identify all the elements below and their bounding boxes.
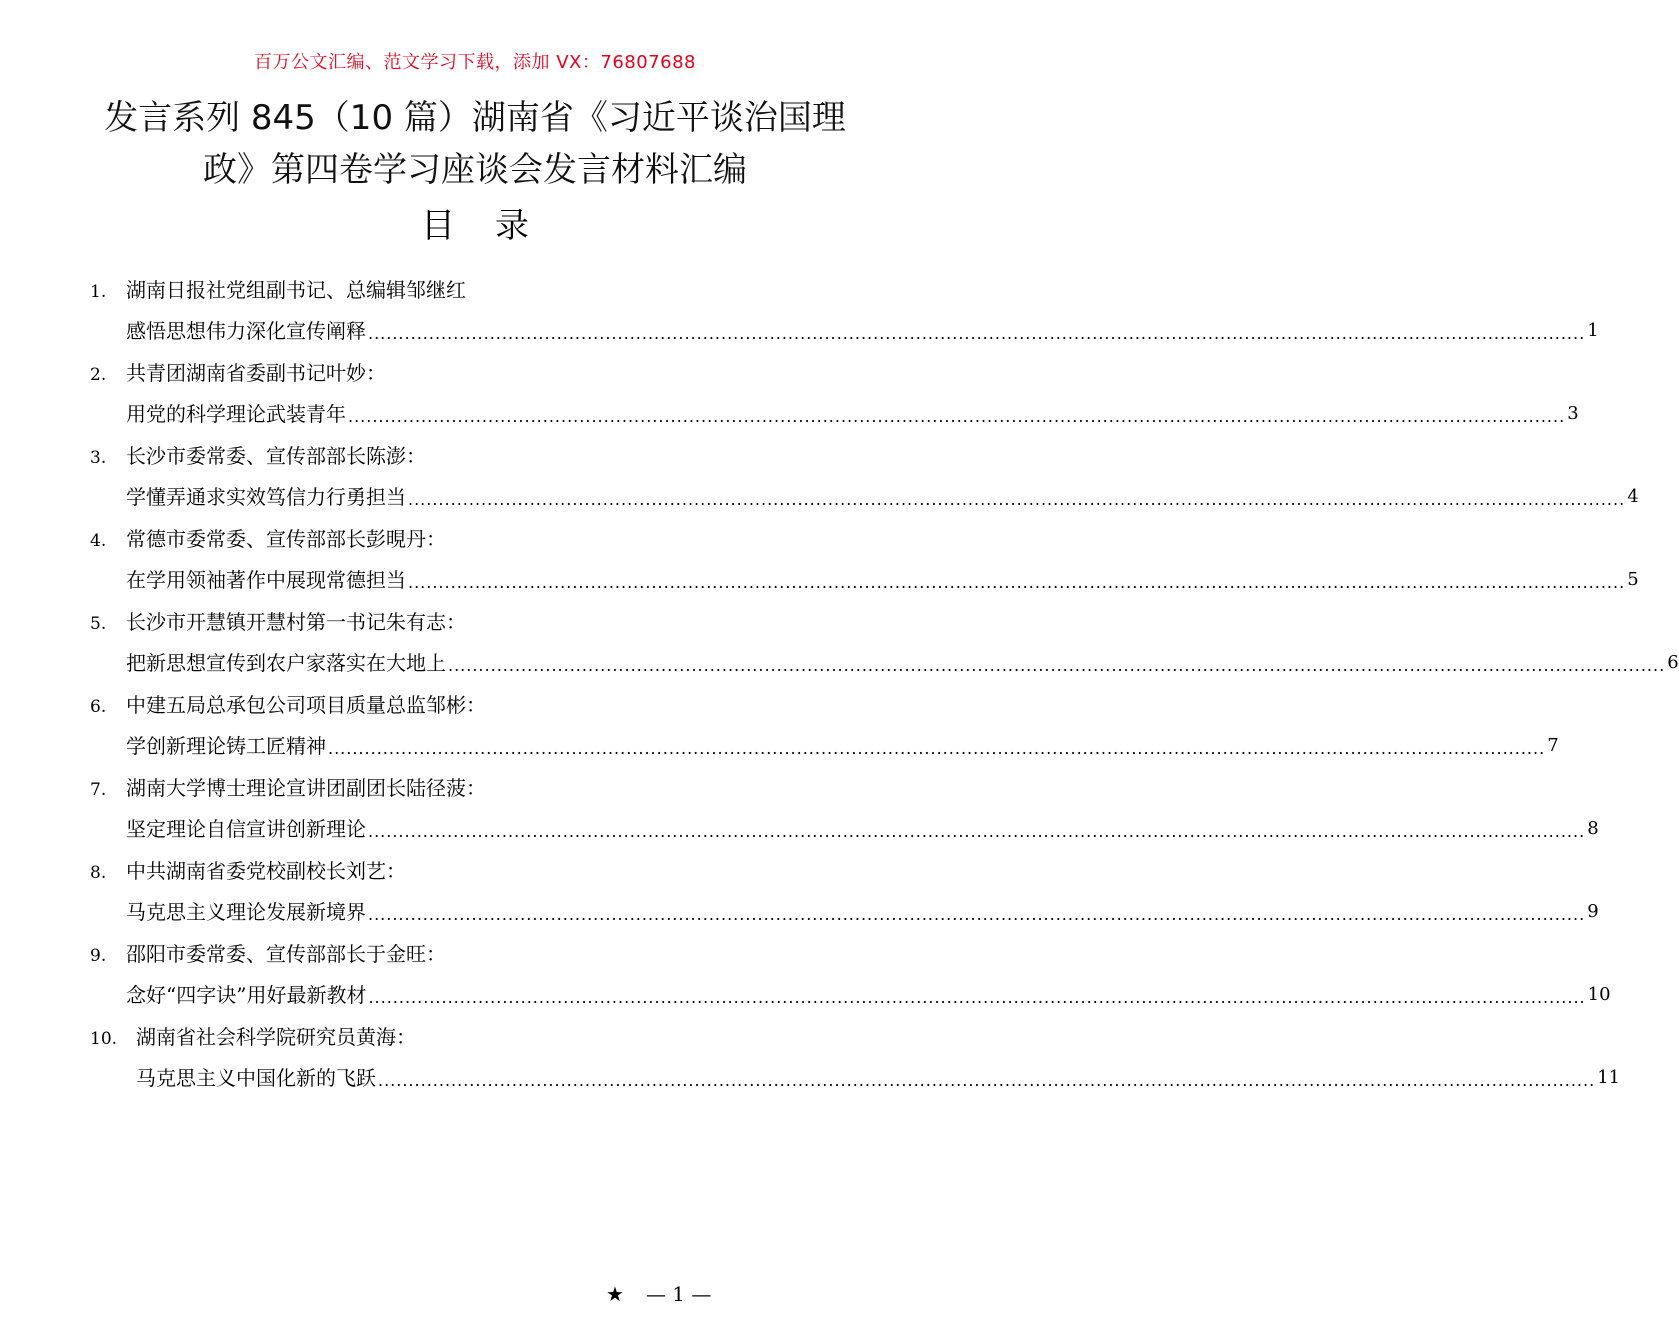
toc-author: 湖南日报社党组副书记、总编辑邹继红 <box>126 278 466 302</box>
toc-heading: 目录 <box>421 206 569 246</box>
toc-leader-dots: ........................................................................................................................................................................................................ <box>368 324 1586 343</box>
toc-number: 1. <box>90 282 107 302</box>
toc-author: 长沙市开慧镇开慧村第一书记朱有志： <box>126 610 466 634</box>
table-of-contents <box>90 272 1679 1102</box>
toc-entry[interactable] <box>90 936 1611 1019</box>
toc-speech-title: 感悟思想伟力深化宣传阐释 <box>126 319 366 343</box>
toc-leader-dots: ........................................................................................................................................................................................................ <box>368 905 1586 924</box>
toc-author: 中建五局总承包公司项目质量总监邹彬： <box>126 693 486 717</box>
toc-number: 9. <box>90 946 107 966</box>
toc-author: 湖南省社会科学院研究员黄海： <box>136 1025 416 1049</box>
toc-speech-title: 念好“四字诀”用好最新教材 <box>126 983 367 1007</box>
toc-author: 长沙市委常委、宣传部部长陈澎： <box>126 444 426 468</box>
toc-speech-title: 把新思想宣传到农户家落实在大地上 <box>126 651 446 675</box>
toc-page-number: 6 <box>1667 652 1679 673</box>
toc-leader-dots: ........................................................................................................................................................................................................ <box>408 573 1626 592</box>
toc-speech-title: 学创新理论铸工匠精神 <box>126 734 326 758</box>
toc-number: 7. <box>90 780 107 800</box>
toc-speech-title: 马克思主义中国化新的飞跃 <box>136 1066 376 1090</box>
toc-entry[interactable] <box>90 604 1679 687</box>
toc-entry[interactable] <box>90 272 1599 355</box>
toc-entry[interactable] <box>90 355 1579 438</box>
toc-number: 6. <box>90 697 107 717</box>
toc-leader-dots: ........................................................................................................................................................................................................ <box>328 739 1546 758</box>
toc-number: 3. <box>90 448 107 468</box>
toc-leader-dots: ........................................................................................................................................................................................................ <box>408 490 1626 509</box>
toc-speech-title: 用党的科学理论武装青年 <box>126 402 346 426</box>
toc-page-number: 10 <box>1587 984 1611 1005</box>
toc-leader-dots: ........................................................................................................................................................................................................ <box>368 988 1586 1007</box>
page-footer <box>606 1282 711 1306</box>
toc-leader-dots: ........................................................................................................................................................................................................ <box>348 407 1566 426</box>
toc-number: 2. <box>90 365 107 385</box>
toc-entry[interactable] <box>90 853 1599 936</box>
toc-author: 共青团湖南省委副书记叶妙： <box>126 361 386 385</box>
toc-speech-title: 坚定理论自信宣讲创新理论 <box>126 817 366 841</box>
toc-entry[interactable] <box>90 521 1639 604</box>
toc-page-number: 9 <box>1587 901 1599 922</box>
toc-number: 8. <box>90 863 107 883</box>
toc-author: 常德市委常委、宣传部部长彭晛丹： <box>126 527 446 551</box>
toc-page-number: 7 <box>1547 735 1559 756</box>
star-icon: ★ <box>606 1282 624 1306</box>
toc-entry[interactable] <box>90 687 1559 770</box>
toc-entry[interactable] <box>90 770 1599 853</box>
toc-speech-title: 在学用领袖著作中展现常德担当 <box>126 568 406 592</box>
toc-page-number: 5 <box>1627 569 1639 590</box>
toc-author: 湖南大学博士理论宣讲团副团长陆径菠： <box>126 776 486 800</box>
toc-number: 10. <box>90 1029 118 1049</box>
toc-speech-title: 学懂弄通求实效笃信力行勇担当 <box>126 485 406 509</box>
toc-entry[interactable] <box>90 1019 1621 1102</box>
toc-page-number: 1 <box>1587 320 1599 341</box>
toc-speech-title: 马克思主义理论发展新境界 <box>126 900 366 924</box>
toc-page-number: 8 <box>1587 818 1599 839</box>
footer-page-number: — 1 — <box>645 1282 712 1306</box>
toc-number: 4. <box>90 531 107 551</box>
toc-number: 5. <box>90 614 107 634</box>
toc-leader-dots: ........................................................................................................................................................................................................ <box>448 656 1666 675</box>
toc-page-number: 3 <box>1567 403 1579 424</box>
toc-leader-dots: ........................................................................................................................................................................................................ <box>378 1071 1596 1090</box>
toc-entry[interactable] <box>90 438 1639 521</box>
toc-leader-dots: ........................................................................................................................................................................................................ <box>368 822 1586 841</box>
toc-author: 中共湖南省委党校副校长刘艺： <box>126 859 406 883</box>
toc-author: 邵阳市委常委、宣传部部长于金旺： <box>126 942 446 966</box>
toc-page-number: 11 <box>1597 1067 1621 1088</box>
document-title: 发言系列 845（10 篇）湖南省《习近平谈治国理政》第四卷学习座谈会发言材料汇编 <box>104 98 846 190</box>
toc-page-number: 4 <box>1627 486 1639 507</box>
download-banner: 百万公文汇编、范文学习下载，添加 VX：76807688 <box>254 52 696 73</box>
